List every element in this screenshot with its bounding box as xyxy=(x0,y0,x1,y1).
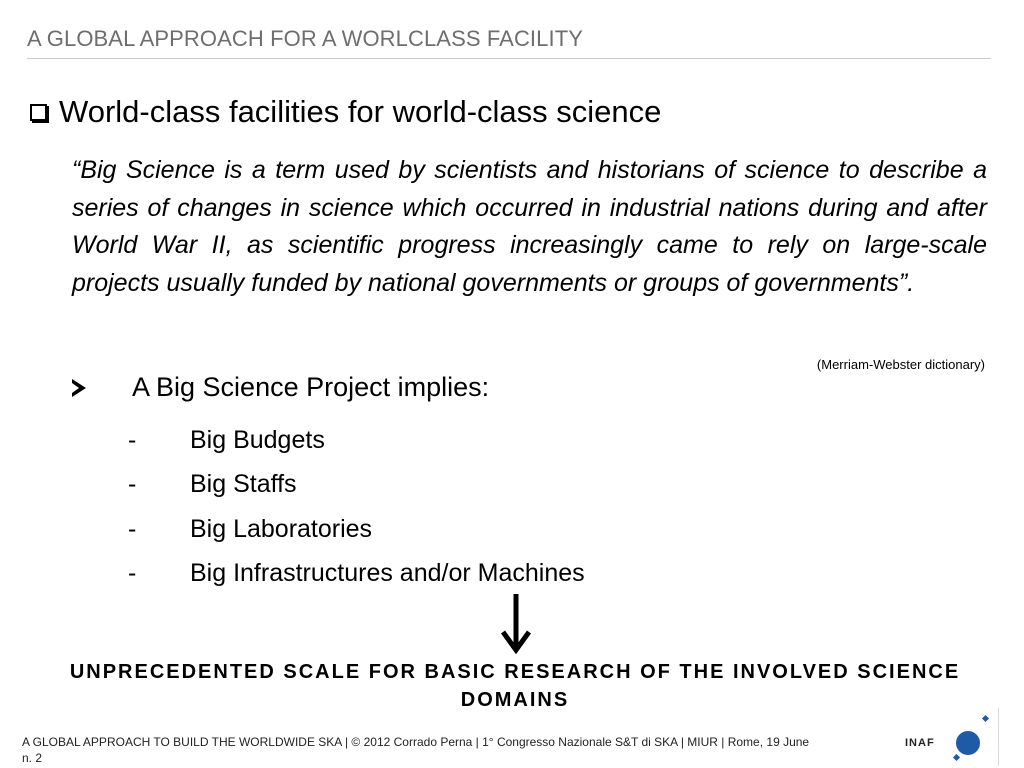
list-item-label: Big Laboratories xyxy=(190,514,373,543)
logo-text: INAF xyxy=(905,737,935,749)
list-item xyxy=(128,463,585,508)
dash-marker: - xyxy=(128,514,137,543)
footer-text: A GLOBAL APPROACH TO BUILD THE WORLDWIDE SKA | © 2012 Corrado Perna | 1° Congresso Nazionale S&T di SKA | MIUR | Rome, 19 June xyxy=(22,735,810,749)
list-item xyxy=(128,552,585,597)
section-heading-text: World-class facilities for world-class science xyxy=(59,94,662,129)
logo-circle-icon xyxy=(956,731,980,755)
implies-text: A Big Science Project implies: xyxy=(132,372,490,402)
logo-divider xyxy=(998,708,999,766)
page-number: n. 2 xyxy=(22,751,43,765)
title-divider xyxy=(27,58,991,59)
list-item xyxy=(128,507,585,552)
list-item xyxy=(128,418,585,463)
list-item-label: Big Infrastructures and/or Machines xyxy=(190,559,585,588)
list-item-label: Big Staffs xyxy=(190,470,297,499)
conclusion-statement: UNPRECEDENTED SCALE FOR BASIC RESEARCH OF THE INVOLVED SCIENCE DOMAINS xyxy=(69,661,961,711)
arrow-bullet-icon xyxy=(72,379,86,397)
dash-marker: - xyxy=(128,425,137,454)
quote-citation: (Merriam-Webster dictionary) xyxy=(816,357,985,372)
list-item-label: Big Budgets xyxy=(190,425,325,454)
dash-marker: - xyxy=(128,559,137,588)
slide-title: A GLOBAL APPROACH FOR A WORLCLASS FACILITY xyxy=(27,26,584,51)
definition-quote: “Big Science is a term used by scientists and historians of science to describe a series of changes in science which occurred in industrial nations during and after World War II, as scientific progress increasingly came to rely on large-scale projects usually funded by national governments or groups of governments”. xyxy=(72,156,987,297)
down-arrow-icon xyxy=(499,592,533,654)
implications-list xyxy=(128,418,585,596)
implies-bullet xyxy=(72,372,489,403)
section-heading xyxy=(30,94,661,130)
dash-marker: - xyxy=(128,470,137,499)
checkbox-bullet-icon xyxy=(30,104,47,121)
